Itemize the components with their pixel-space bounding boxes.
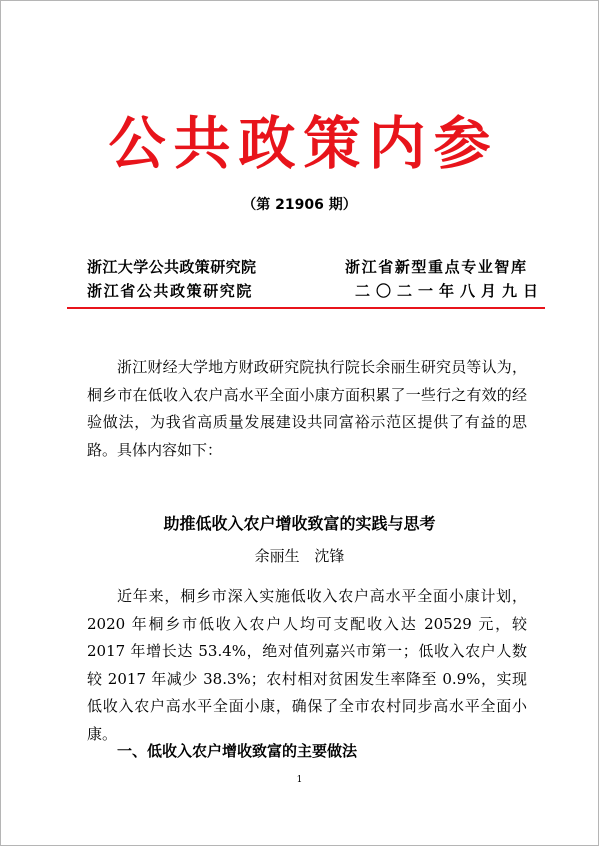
org-zhejiang-policy-institute: 浙江省公共政策研究院: [87, 282, 254, 300]
masthead-title: 公共政策内参: [108, 110, 499, 177]
org-think-tank: 浙江省新型重点专业智库: [345, 258, 528, 276]
body-paragraph: 近年来，桐乡市深入实施低收入农户高水平全面小康计划，2020 年桐乡市低收入农户人均可支配收入达 20529 元，较 2017 年增长达 53.4%，绝对值列嘉兴市第一；低收入农户人数较 2017 年减少 38.3%；农村相对贫困发生率降至 0.9%，实现低收入农户高水平全面小康，确保了全市农村同步高水平全面小康。: [87, 587, 527, 743]
header-divider: [67, 307, 545, 309]
article-title: 助推低收入农户增收致富的实践与思考: [163, 514, 436, 533]
issue-number: （第 21906 期）: [242, 197, 357, 213]
section-heading: 一、低收入农户增收致富的主要做法: [117, 742, 358, 760]
intro-paragraph: 浙江财经大学地方财政研究院执行院长余丽生研究员等认为，桐乡市在低收入农户高水平全面小康方面积累了一些行之有效的经验做法，为我省高质量发展建设共同富裕示范区提供了有益的思路。具体内容如下：: [87, 358, 527, 459]
page-number: 1: [296, 775, 303, 785]
article-authors: 余丽生 沈锋: [254, 547, 345, 565]
org-zju-policy-institute: 浙江大学公共政策研究院: [87, 258, 257, 276]
publish-date: 二〇二一年八月九日: [355, 282, 545, 300]
